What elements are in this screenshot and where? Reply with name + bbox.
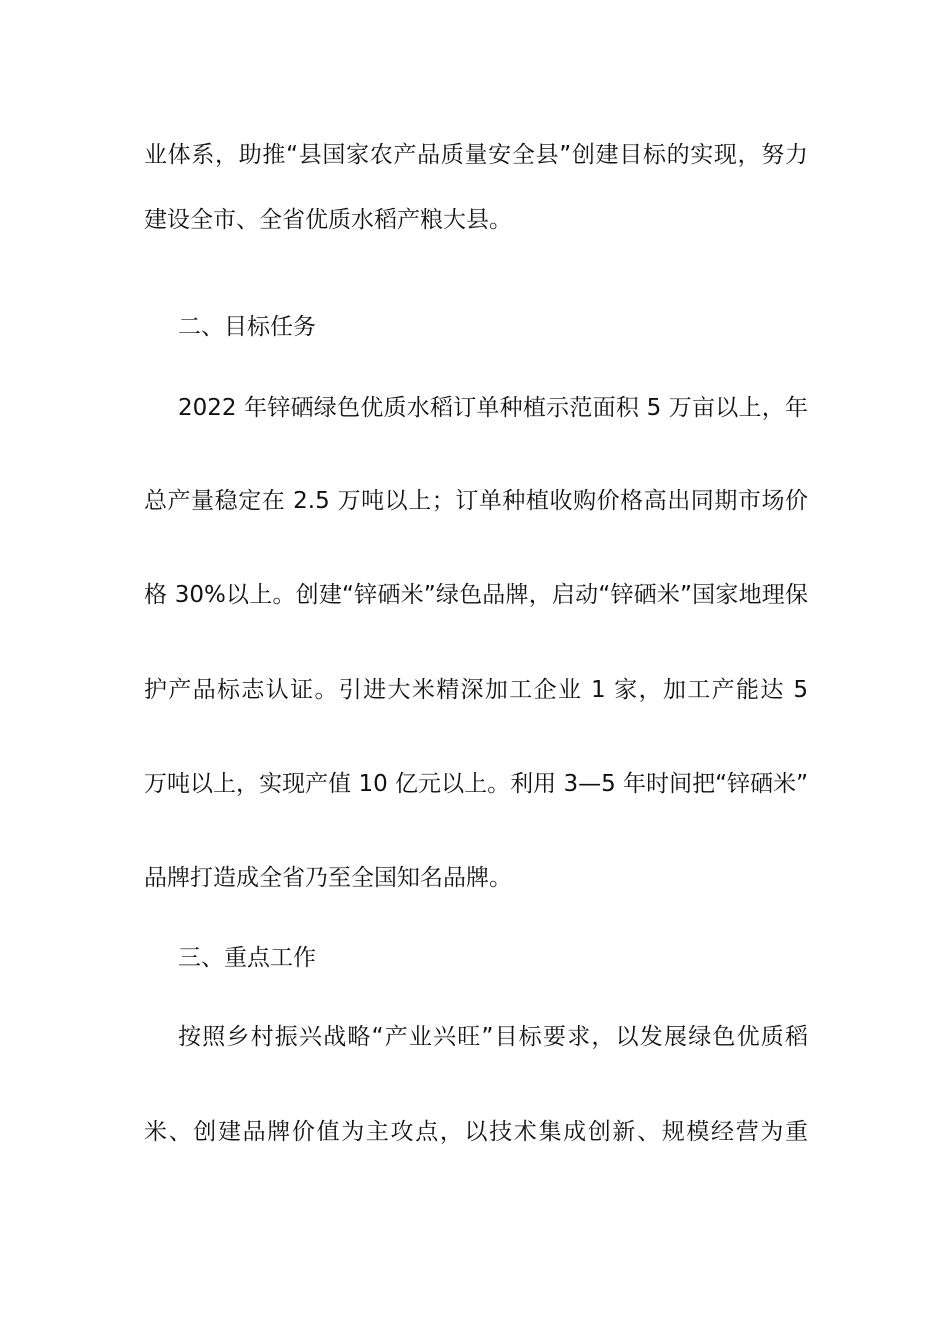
body-text-line: 品牌打造成全省乃至全国知名品牌。	[144, 865, 512, 891]
body-text-line: 总产量稳定在 2.5 万吨以上；订单种植收购价格高出同期市场价	[144, 488, 808, 514]
paragraph-first-line: 2022 年锌硒绿色优质水稻订单种植示范面积 5 万亩以上，年	[178, 395, 808, 421]
body-text-line: 建设全市、全省优质水稻产粮大县。	[144, 207, 512, 233]
paragraph-first-line: 按照乡村振兴战略“产业兴旺”目标要求，以发展绿色优质稻	[178, 1024, 808, 1050]
body-text-line: 业体系，助推“县国家农产品质量安全县”创建目标的实现，努力	[144, 142, 808, 168]
body-text-line: 米、创建品牌价值为主攻点，以技术集成创新、规模经营为重	[144, 1119, 808, 1145]
body-text-line: 万吨以上，实现产值 10 亿元以上。利用 3—5 年时间把“锌硒米”	[144, 771, 808, 797]
section-heading: 二、目标任务	[178, 314, 316, 340]
body-text-line: 护产品标志认证。引进大米精深加工企业 1 家，加工产能达 5	[144, 677, 808, 703]
body-text-line: 格 30%以上。创建“锌硒米”绿色品牌，启动“锌硒米”国家地理保	[144, 582, 808, 608]
section-heading: 三、重点工作	[178, 945, 316, 971]
